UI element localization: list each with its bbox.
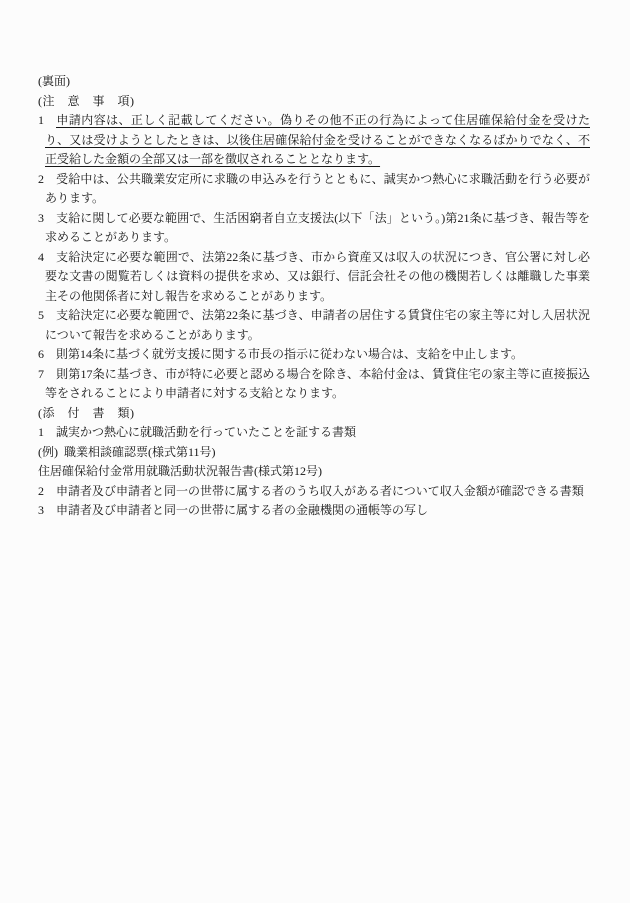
note-item-3-text: 支給に関して必要な範囲で、生活困窮者自立支援法(以下「法」という。)第21条に基づき、報告等を求めることがあります。 [45, 210, 590, 244]
attachment-example-line-1 [38, 443, 590, 463]
note-item-5-text: 支給決定に必要な範囲で、法第22条に基づき、申請者の居住する賃貸住宅の家主等に対し入居状況について報告を求めることがあります。 [45, 308, 590, 342]
note-item-3-number: 3 [38, 210, 44, 225]
backside-label: (裏面) [38, 74, 70, 88]
note-item-4-number: 4 [38, 249, 44, 264]
note-item-5-number: 5 [38, 308, 44, 322]
attachment-item-3-number: 3 [38, 503, 44, 517]
note-item-4 [38, 248, 590, 307]
attachment-item-2 [38, 482, 590, 502]
note-item-5 [38, 306, 590, 345]
example-label: (例) [38, 444, 58, 459]
note-item-2-number: 2 [38, 171, 44, 186]
attachment-item-3 [38, 501, 590, 521]
note-item-1 [38, 111, 590, 170]
note-item-1-number: 1 [38, 113, 44, 127]
attachment-item-1-number: 1 [38, 425, 44, 439]
attachments-section-heading: (添 付 書 類) [38, 405, 135, 420]
attachment-example-line-2 [38, 462, 590, 482]
example-document-2: 住居確保給付金常用就職活動状況報告書(様式第12号) [38, 464, 322, 478]
attachment-item-2-text: 申請者及び申請者と同一の世帯に属する者のうち収入がある者について収入金額が確認できる書類 [56, 483, 584, 498]
note-item-7-number: 7 [38, 366, 44, 381]
attachment-item-1-text: 誠実かつ熱心に就職活動を行っていたことを証する書類 [56, 425, 357, 439]
note-item-7-text: 則第17条に基づき、市が特に必要と認める場合を除き、本給付金は、賃貸住宅の家主等に直接振込等をされることにより申請者に対する支給となります。 [45, 366, 590, 400]
note-item-6 [38, 345, 590, 365]
note-item-2-text: 受給中は、公共職業安定所に求職の申込みを行うとともに、誠実かつ熱心に求職活動を行う必要があります。 [45, 171, 590, 205]
attachment-item-1 [38, 423, 590, 443]
attachment-item-3-text: 申請者及び申請者と同一の世帯に属する者の金融機関の通帳等の写し [56, 503, 429, 517]
attachment-item-2-number: 2 [38, 483, 44, 498]
note-item-4-text: 支給決定に必要な範囲で、法第22条に基づき、市から資産又は収入の状況につき、官公署に対し必要な文書の閲覧若しくは資料の提供を求め、又は銀行、信託会社その他の機関若しくは離職した事業主その他関係者に対し報告を求めることがあります。 [45, 249, 590, 303]
note-item-6-text: 則第14条に基づく就労支援に関する市長の指示に従わない場合は、支給を中止します。 [56, 347, 524, 361]
note-item-3 [38, 209, 590, 248]
example-document-1: 職業相談確認票(様式第11号) [64, 444, 216, 459]
note-item-6-number: 6 [38, 347, 44, 361]
notes-section-heading: (注 意 事 項) [38, 93, 135, 108]
note-item-2 [38, 170, 590, 209]
note-item-7 [38, 365, 590, 404]
note-item-1-text: 申請内容は、正しく記載してください。偽りその他不正の行為によって住居確保給付金を受けたり、又は受けようとしたときは、以後住居確保給付金を受けることができなくなるばかりでなく、不正受給した金額の全部又は一部を徴収されることとなります。 [45, 113, 590, 166]
